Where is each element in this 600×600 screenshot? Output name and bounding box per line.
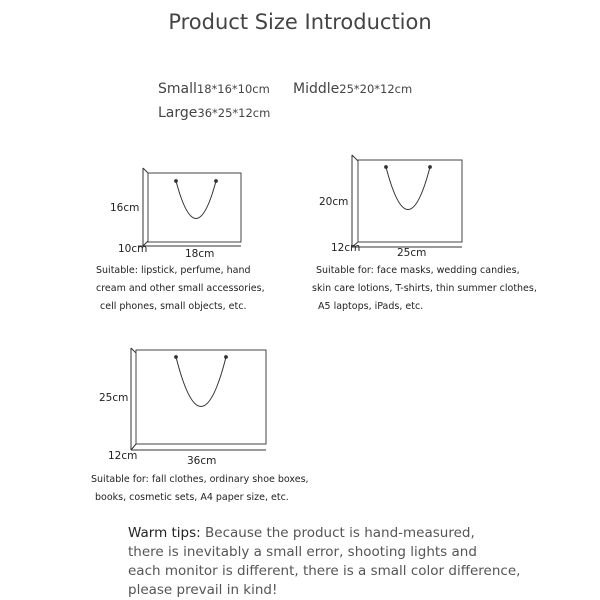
warm-tips-label: Warm tips: [128, 525, 201, 541]
large-desc-line: books, cosmetic sets, A4 paper size, etc. [95, 492, 289, 503]
small-desc-line: cream and other small accessories, [96, 283, 265, 294]
middle-desc-line: skin care lotions, T-shirts, thin summer clothes, [312, 283, 537, 294]
size-middle-dims: 25*20*12cm [339, 82, 413, 96]
middle-width-label: 25cm [397, 247, 427, 259]
size-middle-name: Middle [293, 81, 340, 97]
warm-tips [128, 524, 520, 600]
large-depth-label: 12cm [108, 450, 138, 462]
warm-tips-line: there is inevitably a small error, shooting lights and [128, 544, 477, 560]
large-height-label: 25cm [99, 392, 129, 404]
page-title: Product Size Introduction [168, 10, 432, 34]
middle-height-label: 20cm [319, 196, 349, 208]
small-depth-label: 10cm [118, 243, 148, 255]
middle-desc-line: A5 laptops, iPads, etc. [318, 301, 424, 312]
size-large-name: Large [158, 105, 198, 121]
large-width-label: 36cm [187, 455, 217, 467]
middle-desc-line: Suitable for: face masks, wedding candies, [316, 265, 520, 276]
warm-tips-line: please prevail in kind! [128, 582, 278, 598]
large-desc-line: Suitable for: fall clothes, ordinary shoe boxes, [91, 474, 309, 485]
middle-bag-illustration [352, 155, 462, 247]
large-bag-illustration [131, 348, 266, 450]
small-width-label: 18cm [185, 248, 215, 260]
small-desc-line: cell phones, small objects, etc. [100, 301, 247, 312]
size-small-name: Small [158, 81, 197, 97]
small-bag-illustration [138, 168, 241, 246]
small-height-label: 16cm [110, 202, 140, 214]
middle-depth-label: 12cm [331, 242, 361, 254]
size-large-dims: 36*25*12cm [197, 106, 271, 120]
small-bag-description [96, 262, 265, 316]
large-bag-description [91, 471, 309, 507]
warm-tips-line: each monitor is different, there is a small color difference, [128, 563, 521, 579]
warm-tips-line: Because the product is hand-measured, [200, 525, 475, 541]
middle-bag-description [312, 262, 537, 316]
small-desc-line: Suitable: lipstick, perfume, hand [96, 265, 251, 276]
size-small-dims: 18*16*10cm [196, 82, 270, 96]
